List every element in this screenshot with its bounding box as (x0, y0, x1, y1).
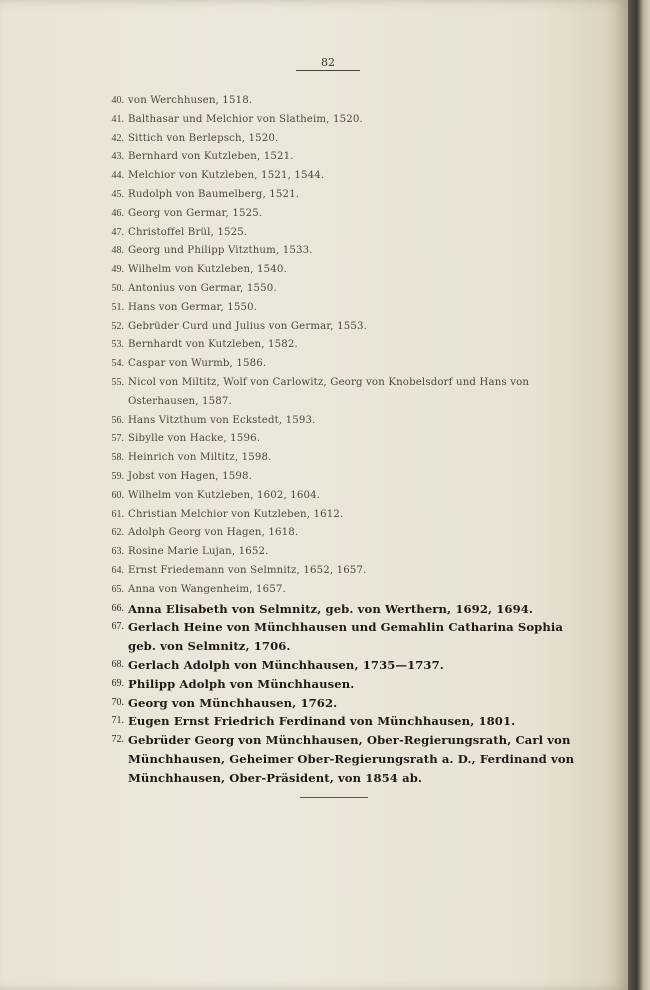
entry-number: 44. (111, 170, 124, 182)
entry-number: 43. (111, 151, 124, 163)
list-item (100, 506, 582, 525)
entry-number: 65. (111, 583, 124, 595)
entry-text: Jobst von Hagen, 1598. (128, 470, 252, 482)
entry-text: Gebrüder Curd und Julius von Germar, 1553. (128, 320, 367, 332)
entry-text: Rudolph von Baumelberg, 1521. (128, 188, 300, 200)
list-item (100, 130, 582, 149)
entry-number: 40. (111, 95, 124, 106)
list-item (100, 355, 582, 374)
entry-number: 61. (111, 508, 124, 520)
entry-number: 68. (111, 658, 124, 670)
list-item (100, 148, 582, 167)
list-item (100, 412, 582, 431)
list-item (100, 543, 582, 562)
list-item (100, 712, 582, 731)
entry-number: 54. (111, 358, 124, 370)
entry-text: Sibylle von Hacke, 1596. (128, 433, 261, 445)
entry-text: Bernhardt von Kutzleben, 1582. (128, 339, 298, 351)
end-rule (300, 797, 368, 798)
entry-number: 69. (111, 677, 124, 689)
entry-number: 57. (111, 433, 124, 445)
list-item (100, 731, 582, 787)
entry-number: 64. (111, 564, 124, 576)
list-item (100, 318, 582, 337)
list-item (100, 299, 582, 318)
list-item (100, 618, 582, 656)
list-item (100, 694, 582, 713)
list-item (100, 524, 582, 543)
entry-number: 58. (111, 452, 124, 464)
list-item (100, 675, 582, 694)
entry-number: 72. (111, 734, 124, 746)
entry-text: Anna Elisabeth von Selmnitz, geb. von Werthern, 1692, 1694. (128, 601, 534, 616)
entry-text: Hans Vitzthum von Eckstedt, 1593. (128, 414, 316, 426)
entry-number: 60. (111, 489, 124, 501)
entry-text: Christian Melchior von Kutzleben, 1612. (128, 508, 344, 520)
entry-number: 42. (111, 132, 124, 144)
entry-text: Anna von Wangenheim, 1657. (128, 583, 286, 595)
entry-text: Rosine Marie Lujan, 1652. (128, 546, 269, 558)
entry-number: 67. (111, 621, 124, 633)
list-item (100, 167, 582, 186)
entry-number: 47. (111, 226, 124, 238)
list-item (100, 261, 582, 280)
entry-text: Adolph Georg von Hagen, 1618. (128, 527, 299, 539)
list-item (100, 111, 582, 130)
list-item (100, 92, 582, 111)
entry-text: Gebrüder Georg von Münchhausen, Ober-Regierungsrath, Carl von Münchhausen, Geheimer Ober-Regierungsrath a. D., Ferdinand von Münchhausen, Ober-Präsident, von 1854 ab. (128, 733, 575, 785)
entry-list (100, 92, 582, 787)
entry-number: 63. (111, 546, 124, 558)
book-binding-edge (628, 0, 650, 990)
list-item (100, 487, 582, 506)
entry-number: 45. (111, 188, 124, 200)
list-item (100, 600, 582, 619)
entry-text: Heinrich von Miltitz, 1598. (128, 452, 272, 464)
list-item (100, 224, 582, 243)
list-item (100, 656, 582, 675)
entry-number: 53. (111, 339, 124, 351)
entry-text: Hans von Germar, 1550. (128, 301, 258, 313)
entry-number: 71. (111, 715, 124, 727)
list-item (100, 581, 582, 600)
entry-text: Sittich von Berlepsch, 1520. (128, 132, 279, 144)
list-item (100, 562, 582, 581)
list-item (100, 374, 582, 412)
list-item (100, 280, 582, 299)
header-rule (296, 70, 360, 71)
list-item (100, 468, 582, 487)
entry-text: Caspar von Wurmb, 1586. (128, 358, 267, 370)
entry-text: Eugen Ernst Friedrich Ferdinand von Münchhausen, 1801. (128, 714, 516, 729)
entry-number: 56. (111, 414, 124, 426)
list-item (100, 205, 582, 224)
entry-number: 41. (111, 113, 124, 125)
entry-number: 51. (111, 301, 124, 313)
entry-number: 66. (111, 602, 124, 614)
entry-number: 70. (111, 696, 124, 708)
entry-text: Wilhelm von Kutzleben, 1602, 1604. (128, 489, 321, 501)
list-item (100, 430, 582, 449)
entry-number: 55. (111, 376, 124, 388)
entry-text: Bernhard von Kutzleben, 1521. (128, 151, 294, 163)
entry-text: Georg von Germar, 1525. (128, 207, 263, 219)
entry-number: 49. (111, 264, 124, 276)
entry-text: Nicol von Miltitz, Wolf von Carlowitz, Georg von Knobelsdorf und Hans von Osterhausen, 1587. (128, 376, 530, 407)
entry-number: 46. (111, 207, 124, 219)
entry-text: Georg von Münchhausen, 1762. (128, 695, 338, 710)
entry-number: 62. (111, 527, 124, 539)
entry-text: Antonius von Germar, 1550. (128, 282, 277, 294)
page-number: 82 (321, 56, 335, 69)
entry-text: Wilhelm von Kutzleben, 1540. (128, 264, 287, 276)
entry-text: Gerlach Adolph von Münchhausen, 1735—1737. (128, 657, 444, 672)
list-item (100, 186, 582, 205)
entry-text: Gerlach Heine von Münchhausen und Gemahlin Catharina Sophia geb. von Selmnitz, 1706. (128, 620, 564, 654)
entry-text: von Werchhusen, 1518. (128, 95, 253, 106)
entry-text: Georg und Philipp Vitzthum, 1533. (128, 245, 313, 257)
entry-number: 52. (111, 320, 124, 332)
entry-text: Balthasar und Melchior von Slatheim, 1520. (128, 113, 363, 125)
entry-number: 59. (111, 470, 124, 482)
list-item (100, 336, 582, 355)
entry-text: Ernst Friedemann von Selmnitz, 1652, 1657. (128, 564, 367, 576)
list-item (100, 449, 582, 468)
list-item (100, 242, 582, 261)
entry-text: Melchior von Kutzleben, 1521, 1544. (128, 170, 325, 182)
entry-text: Christoffel Brül, 1525. (128, 226, 248, 238)
entry-text: Philipp Adolph von Münchhausen. (128, 676, 355, 691)
entry-number: 50. (111, 282, 124, 294)
entry-number: 48. (111, 245, 124, 257)
